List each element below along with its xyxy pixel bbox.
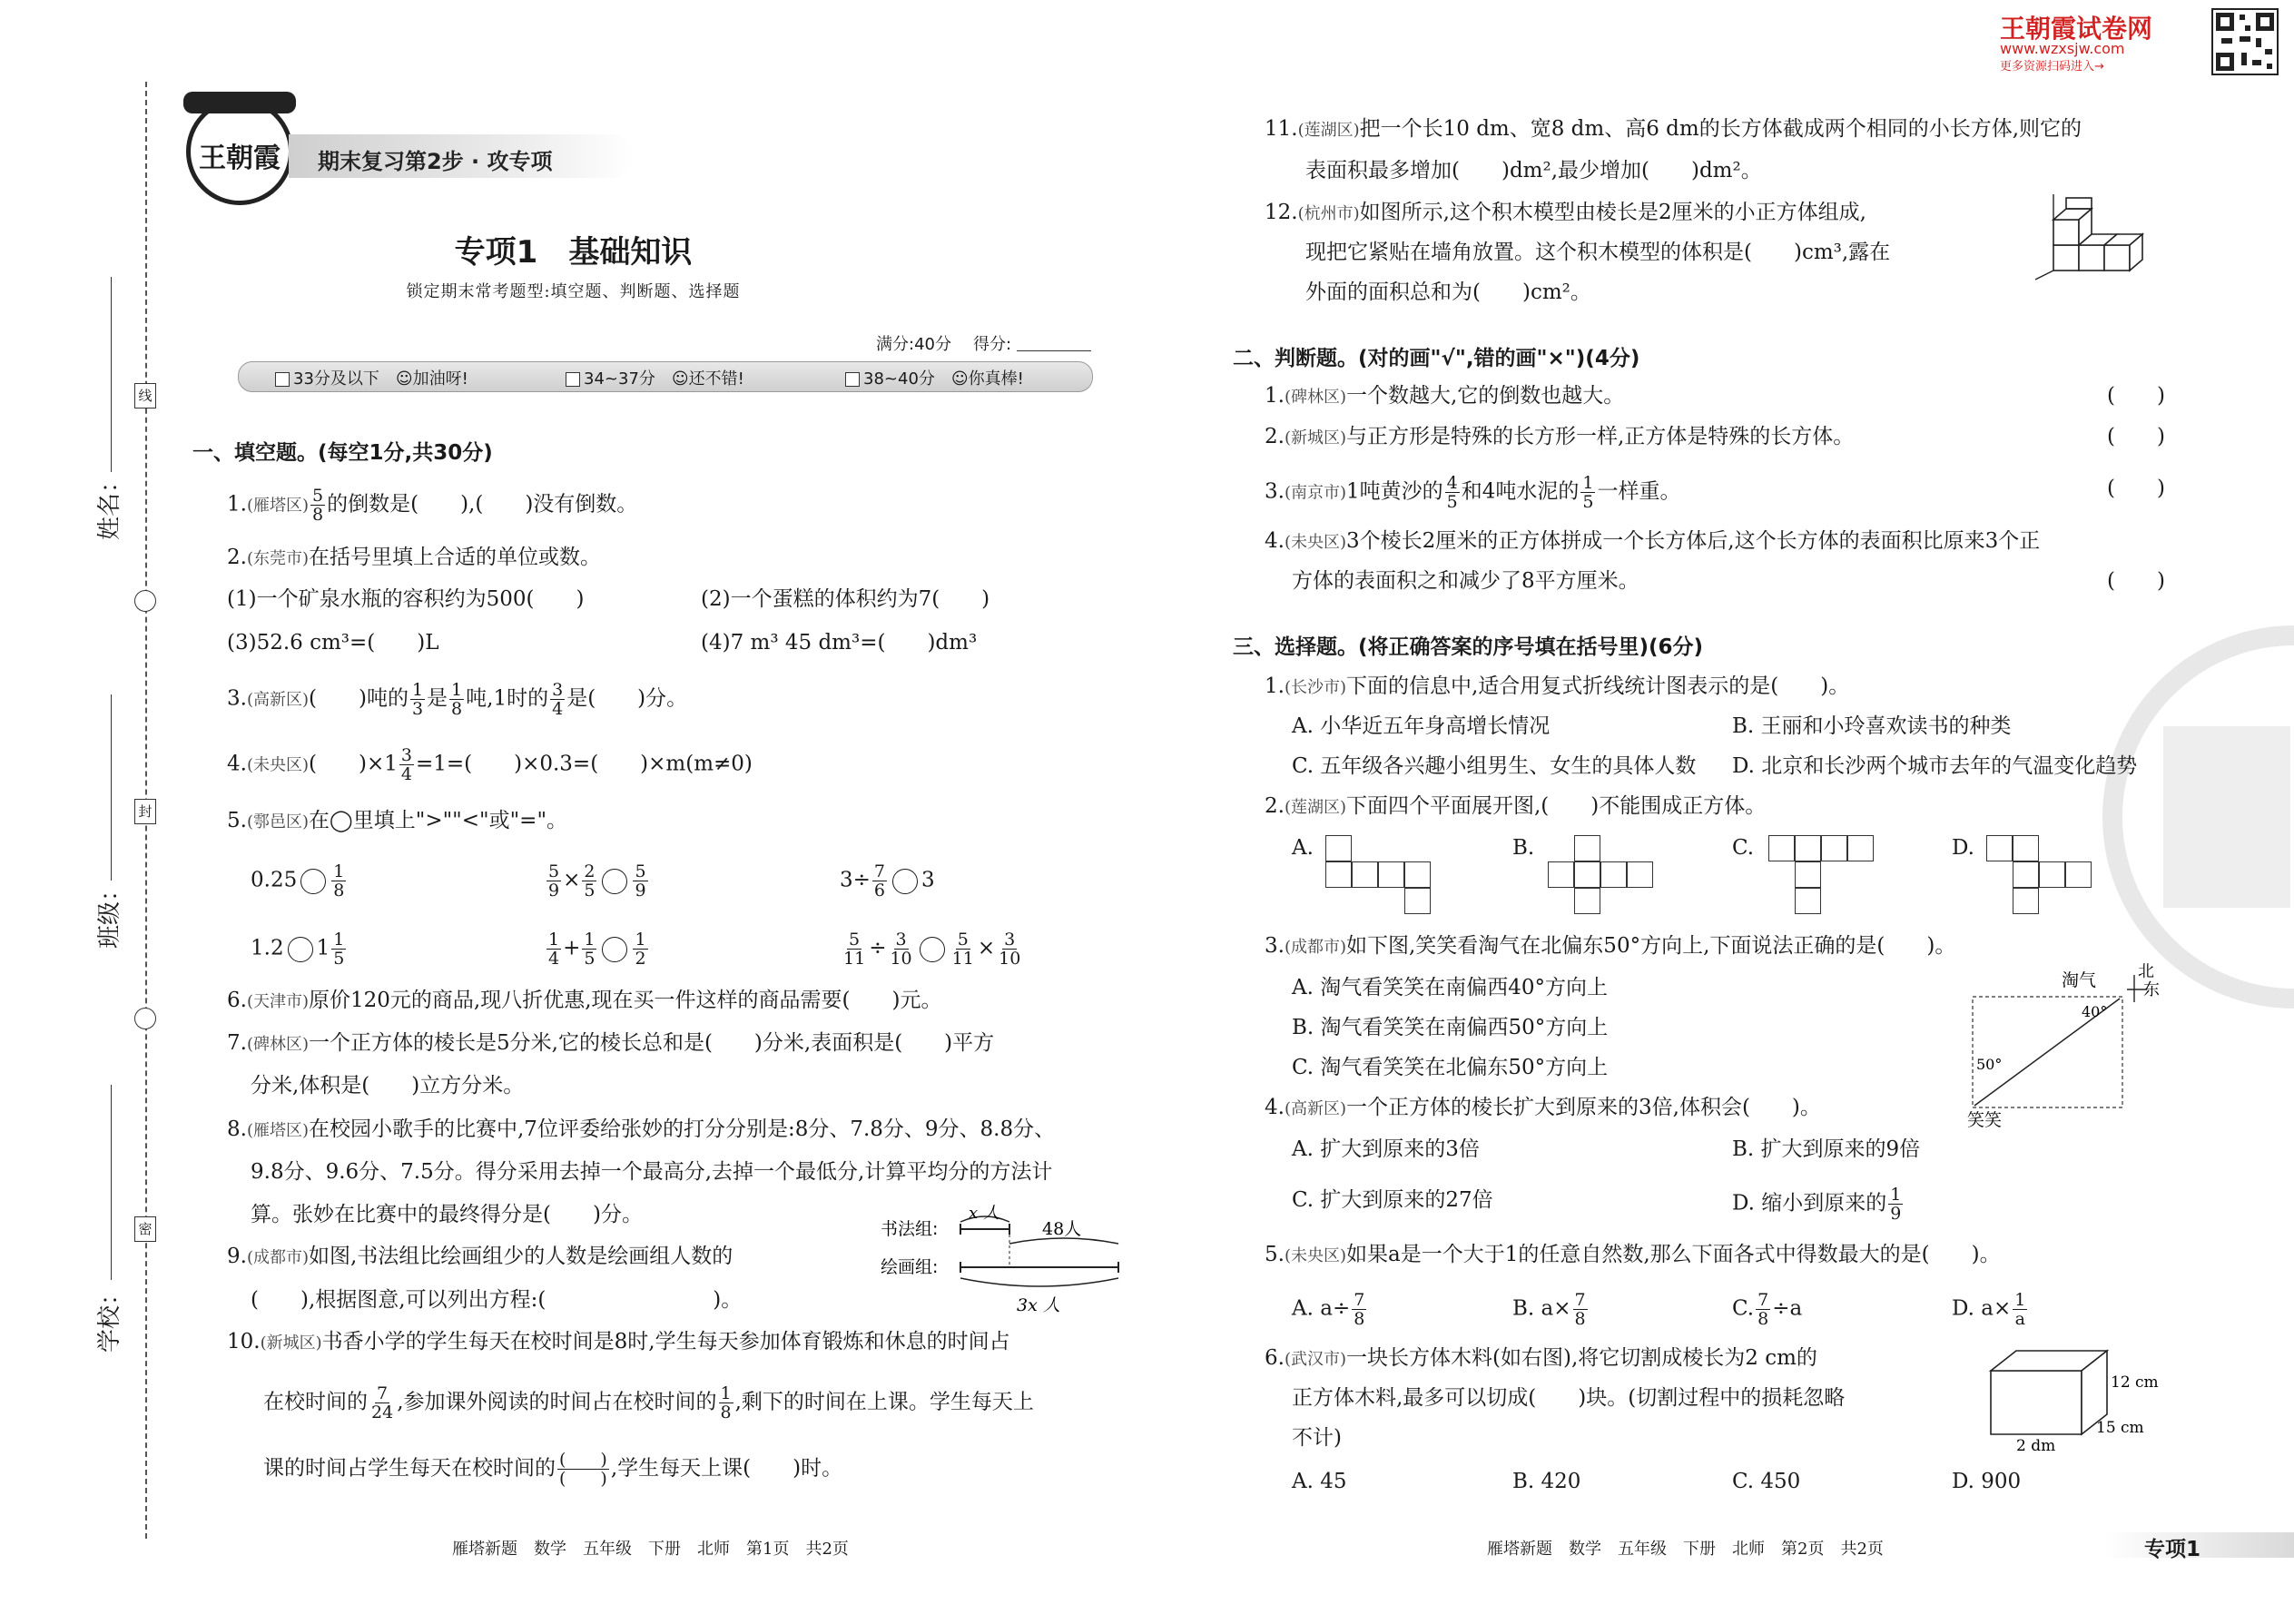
fill-q10-line3: 课的时间占学生每天在校时间的 $\frac{( )}{( )}$ ,学生每天上课( )时。	[263, 1450, 843, 1489]
choose-q3-option-b[interactable]: B. 淘气看笑笑在南偏西50°方向上	[1292, 1016, 1609, 1039]
choose-q2-option-c[interactable]: C.	[1732, 836, 1755, 860]
fill-q9-line2: ( ),根据图意,可以列出方程:( )。	[251, 1288, 743, 1312]
choose-q1-option-d[interactable]: D. 北京和长沙两个城市去年的气温变化趋势	[1732, 754, 2138, 778]
answer-circle[interactable]	[602, 937, 627, 962]
choose-q4-option-d[interactable]: D. 缩小到原来的 $\frac{1}{9}$	[1732, 1185, 1902, 1224]
choose-q2-option-b[interactable]: B.	[1512, 836, 1535, 860]
choose-q5-option-c[interactable]: C. $\frac{7}{8}$ ÷a	[1732, 1290, 1803, 1329]
diagram-label-40: 40°	[2082, 1003, 2108, 1020]
choose-q1-option-c[interactable]: C. 五年级各兴趣小组男生、女生的具体人数	[1292, 754, 1697, 778]
fill-q12: 12.(杭州市)如图所示,这个积木模型由棱长是2厘米的小正方体组成,	[1265, 201, 1866, 224]
grade-bar	[238, 361, 1093, 392]
judge-q1-answer[interactable]: ( )	[2107, 384, 2165, 408]
judge-q1: 1.(碑林区)一个数越大,它的倒数也越大。	[1265, 384, 1625, 408]
diagram-label-50: 50°	[1976, 1056, 2003, 1073]
diagram-label-taoqi: 淘气	[2062, 970, 2097, 990]
choose-q6-line2: 正方体木料,最多可以切成( )块。(切割过程中的损耗忽略	[1292, 1386, 1846, 1410]
score-field[interactable]	[1017, 350, 1091, 351]
answer-circle[interactable]	[288, 937, 313, 962]
step-badge-text: 期末复习第2步 · 攻专项	[318, 149, 553, 174]
cube-net-a	[1325, 835, 1443, 917]
footer-left: 雁塔新题 数学 五年级 下册 北师 第1页 共2页	[452, 1540, 849, 1559]
corner-tab	[2104, 1532, 2294, 1561]
hole-mark-2	[134, 1008, 156, 1029]
score-full: 满分:40分	[876, 335, 951, 354]
fill-q7: 7.(碑林区)一个正方体的棱长是5分米,它的棱长总和是( )分米,表面积是( )平方	[227, 1031, 995, 1055]
site-name: 王朝霞试卷网	[2000, 14, 2153, 44]
seal-mark-1: 线	[134, 383, 156, 408]
judge-q2-answer[interactable]: ( )	[2107, 425, 2165, 448]
choose-q3-option-a[interactable]: A. 淘气看笑笑在南偏西40°方向上	[1292, 976, 1608, 999]
diagram-label-3x: 3x 人	[1017, 1295, 1060, 1315]
watermark-seal-icon	[2063, 626, 2294, 1008]
fill-q4: 4.(未央区)( )×1 $\frac{3}{4}$ =1=( )×0.3=( )×m(m≠0)	[227, 745, 753, 784]
judge-q4-answer[interactable]: ( )	[2107, 569, 2165, 593]
fill-q2-b: (2)一个蛋糕的体积约为7( )	[701, 587, 990, 611]
grade-item-3[interactable]: 38~40分 ☺你真棒!	[845, 366, 1024, 389]
grade-item-1[interactable]: 33分及以下 ☺加油呀!	[275, 366, 468, 389]
choose-q5-option-a[interactable]: A. a÷ $\frac{7}{8}$	[1292, 1290, 1365, 1329]
fill-q1: 1.(雁塔区) $\frac{5}{8}$ 的倒数是( ),( )没有倒数。	[227, 486, 638, 525]
cube-block-model	[2023, 191, 2159, 281]
fill-q9: 9.(成都市)如图,书法组比绘画组少的人数是绘画组人数的	[227, 1245, 733, 1268]
fill-q6: 6.(天津市)原价120元的商品,现八折优惠,现在买一件这样的商品需要( )元。	[227, 989, 942, 1012]
diagram-label-north: 北	[2138, 962, 2154, 981]
choose-q5: 5.(未央区)如果a是一个大于1的任意自然数,那么下面各式中得数最大的是( )。	[1265, 1243, 2001, 1266]
cube-net-c	[1768, 835, 1886, 917]
choose-q6-option-b[interactable]: B. 420	[1512, 1470, 1581, 1493]
choose-q3: 3.(成都市)如下图,笑笑看淘气在北偏东50°方向上,下面说法正确的是( )。	[1265, 934, 1956, 958]
choose-q2-option-a[interactable]: A.	[1292, 836, 1314, 860]
choose-q6: 6.(武汉市)一块长方体木料(如右图),将它切割成棱长为2 cm的	[1265, 1346, 1817, 1370]
fill-q2: 2.(东莞市)在括号里填上合适的单位或数。	[227, 546, 601, 569]
class-field[interactable]	[111, 694, 112, 881]
judge-q4-line2: 方体的表面积之和减少了8平方厘米。	[1292, 569, 1639, 593]
step-badge	[289, 134, 634, 178]
section-choose-heading: 三、选择题。(将正确答案的序号填在括号里)(6分)	[1233, 635, 1704, 659]
fill-q7-line2: 分米,体积是( )立方分米。	[251, 1074, 525, 1097]
fill-q10: 10.(新城区)书香小学的学生每天在校时间是8时,学生每天参加体育锻炼和休息的时间占	[227, 1330, 1010, 1353]
line-segment-diagram	[881, 1204, 1126, 1316]
seal-mark-2: 封	[134, 799, 156, 824]
answer-circle[interactable]	[892, 869, 918, 894]
cube-net-b	[1548, 835, 1666, 917]
qr-code-icon[interactable]	[2212, 9, 2278, 74]
diagram-label-east: 东	[2143, 980, 2160, 999]
judge-q4: 4.(未央区)3个棱长2厘米的正方体拼成一个长方体后,这个长方体的表面积比原来3个正	[1265, 529, 2041, 553]
choose-q4-option-c[interactable]: C. 扩大到原来的27倍	[1292, 1188, 1493, 1212]
judge-q3-answer[interactable]: ( )	[2107, 477, 2165, 500]
fill-q8: 8.(雁塔区)在校园小歌手的比赛中,7位评委给张妙的打分分别是:8分、7.8分、9分、8.8分、	[227, 1117, 1056, 1141]
diagram-label-48: 48人	[1042, 1219, 1082, 1239]
choose-q2-option-d[interactable]: D.	[1952, 836, 1974, 860]
judge-q3: 3.(南京市)1吨黄沙的 $\frac{4}{5}$ 和4吨水泥的 $\frac{1}{5}$ 一样重。	[1265, 473, 1681, 512]
name-label: 姓名：	[96, 468, 123, 540]
fill-q2-c: (3)52.6 cm³=( )L	[227, 631, 439, 655]
choose-q1-option-a[interactable]: A. 小华近五年身高增长情况	[1292, 714, 1551, 738]
school-field[interactable]	[111, 1085, 112, 1280]
fill-q5-expr4: 1.2 1 $\frac{1}{5}$	[251, 930, 345, 969]
choose-q4-option-a[interactable]: A. 扩大到原来的3倍	[1292, 1137, 1480, 1161]
footer-right: 雁塔新题 数学 五年级 下册 北师 第2页 共2页	[1487, 1540, 1884, 1559]
choose-q1: 1.(长沙市)下面的信息中,适合用复式折线统计图表示的是( )。	[1265, 674, 1850, 698]
brand-logo	[186, 98, 293, 205]
choose-q6-option-a[interactable]: A. 45	[1292, 1470, 1347, 1493]
fill-q10-line2: 在校时间的 $\frac{7}{24}$ ,参加课外阅读的时间占在校时间的 $\frac{1}{8}$ ,剩下的时间在上课。学生每天上	[263, 1383, 1034, 1422]
choose-q1-option-b[interactable]: B. 王丽和小玲喜欢读书的种类	[1732, 714, 2012, 738]
score-got-label: 得分:	[973, 335, 1012, 354]
cube-net-d	[1986, 835, 2104, 917]
class-label: 班级：	[96, 877, 123, 949]
choose-q6-option-d[interactable]: D. 900	[1952, 1470, 2022, 1493]
school-label: 学校：	[96, 1281, 123, 1353]
seal-mark-3: 密	[134, 1216, 156, 1242]
name-field[interactable]	[111, 277, 112, 472]
right-page	[1147, 0, 2294, 1624]
fill-q3: 3.(高新区)( )吨的 $\frac{1}{3}$ 是 $\frac{1}{8}$ 吨,1时的 $\frac{3}{4}$ 是( )分。	[227, 680, 688, 719]
diagram-label-xiaoxiao: 笑笑	[1967, 1110, 2003, 1130]
site-url[interactable]: www.wzxsjw.com	[2000, 40, 2125, 57]
choose-q5-option-b[interactable]: B. a× $\frac{7}{8}$	[1512, 1290, 1586, 1329]
section-judge-heading: 二、判断题。(对的画"√",错的画"×")(4分)	[1233, 347, 1640, 370]
page-title: 专项1 基础知识	[454, 234, 693, 271]
direction-diagram	[1954, 962, 2160, 1130]
checkbox-icon[interactable]	[566, 372, 580, 387]
diagram-label-shufa: 书法组:	[881, 1219, 939, 1239]
site-note: 更多资源扫码进入→	[2000, 60, 2104, 74]
checkbox-icon[interactable]	[275, 372, 290, 387]
answer-circle[interactable]	[602, 869, 627, 894]
choose-q6-line3: 不计)	[1292, 1426, 1342, 1450]
cuboid-label-15: 15 cm	[2096, 1419, 2144, 1437]
fill-q5-expr3: 3÷ $\frac{7}{6}$ 3	[840, 861, 935, 901]
cuboid-label-2: 2 dm	[2016, 1437, 2056, 1455]
grade-item-2[interactable]: 34~37分 ☺还不错!	[566, 366, 744, 389]
fill-q8-line2: 9.8分、9.6分、7.5分。得分采用去掉一个最高分,去掉一个最低分,计算平均分的方法计	[251, 1160, 1053, 1184]
checkbox-icon[interactable]	[845, 372, 860, 387]
fill-q5-expr5: $\frac{1}{4}$ + $\frac{1}{5}$ $\frac{1}{2}$	[548, 930, 646, 969]
corner-tag: 专项1	[2144, 1538, 2201, 1561]
choose-q6-option-c[interactable]: C. 450	[1732, 1470, 1801, 1493]
section-fill-heading: 一、填空题。(每空1分,共30分)	[192, 441, 493, 465]
fill-q2-d: (4)7 m³ 45 dm³=( )dm³	[701, 631, 978, 655]
fill-q12-line2: 现把它紧贴在墙角放置。这个积木模型的体积是( )cm³,露在	[1305, 241, 1891, 264]
fill-q2-a: (1)一个矿泉水瓶的容积约为500( )	[227, 587, 585, 611]
judge-q2: 2.(新城区)与正方形是特殊的长方形一样,正方体是特殊的长方体。	[1265, 425, 1855, 448]
fill-q5-expr1: 0.25 $\frac{1}{8}$	[251, 861, 345, 901]
answer-circle[interactable]	[920, 937, 945, 962]
choose-q5-option-d[interactable]: D. a× $\frac{1}{a}$	[1952, 1290, 2026, 1329]
fill-q8-line3: 算。张妙在比赛中的最终得分是( )分。	[251, 1203, 643, 1226]
page-subtitle: 锁定期末常考题型:填空题、判断题、选择题	[406, 282, 741, 301]
fill-q5: 5.(鄠邑区)在◯里填上">""<"或"="。	[227, 809, 568, 832]
choose-q4: 4.(高新区)一个正方体的棱长扩大到原来的3倍,体积会( )。	[1265, 1096, 1821, 1119]
logo-text: 王朝霞	[199, 143, 281, 174]
diagram-label-huihua: 绘画组:	[881, 1257, 939, 1277]
hole-mark-1	[134, 590, 156, 612]
choose-q4-option-b[interactable]: B. 扩大到原来的9倍	[1732, 1137, 1921, 1161]
fill-q5-expr6: $\frac{5}{11}$ ÷ $\frac{3}{10}$ $\frac{5}{11}$ × $\frac{3}{10}$	[843, 930, 1021, 969]
answer-circle[interactable]	[300, 869, 326, 894]
fill-q12-line3: 外面的面积总和为( )cm²。	[1305, 281, 1591, 304]
choose-q3-option-c[interactable]: C. 淘气看笑笑在北偏东50°方向上	[1292, 1056, 1609, 1079]
fill-q5-expr2: $\frac{5}{9}$ × $\frac{2}{5}$ $\frac{5}{9}$	[548, 861, 646, 901]
choose-q2: 2.(莲湖区)下面四个平面展开图,( )不能围成正方体。	[1265, 794, 1767, 818]
cuboid-diagram	[1982, 1334, 2159, 1455]
fill-q11-line2: 表面积最多增加( )dm²,最少增加( )dm²。	[1305, 159, 1762, 182]
cuboid-label-12: 12 cm	[2111, 1373, 2159, 1392]
diagram-label-x: x 人	[969, 1204, 999, 1223]
fill-q11: 11.(莲湖区)把一个长10 dm、宽8 dm、高6 dm的长方体截成两个相同的小长方体,则它的	[1265, 117, 2082, 141]
